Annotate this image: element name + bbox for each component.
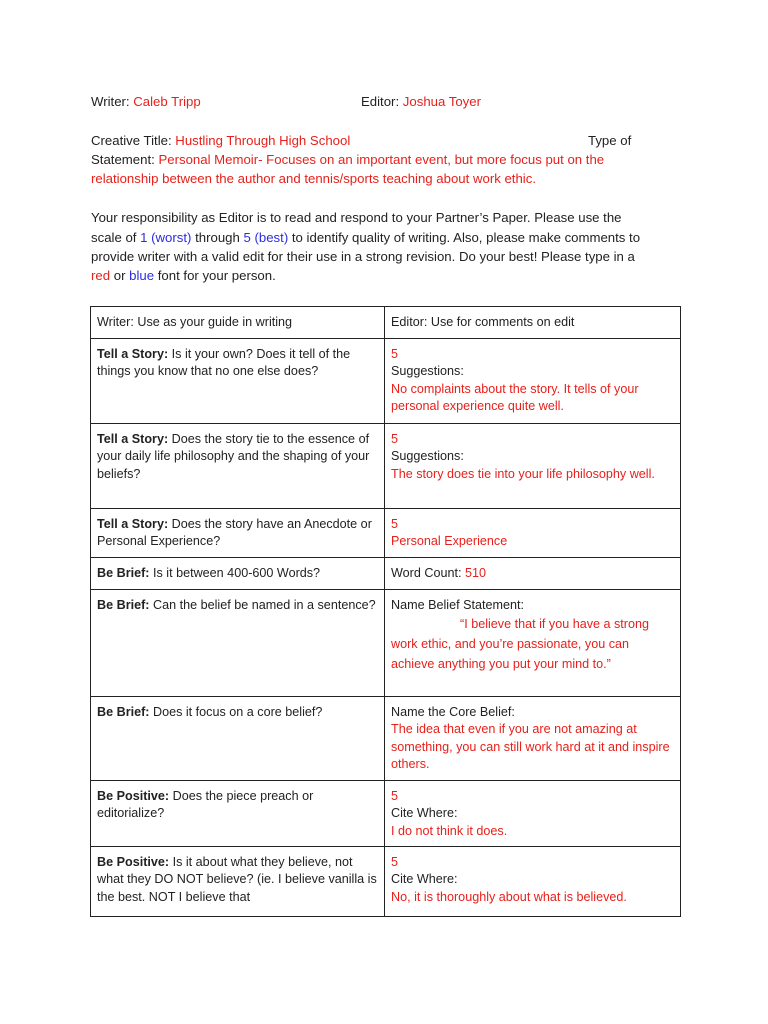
instructions-line-3: provide writer with a valid edit for their use in a strong revision. Do your best! Please type in a (91, 249, 635, 264)
comment-cell (385, 781, 681, 847)
instructions-line-1: Your responsibility as Editor is to read and respond to your Partner’s Paper. Please use the (91, 210, 622, 225)
criterion-cell (91, 781, 385, 847)
core-belief: The idea that even if you are not amazing at something, you can still work hard at it and inspire others. (391, 722, 670, 772)
comment-prompt: Cite Where: (391, 806, 458, 821)
comment-cell (385, 339, 681, 424)
comment-cell (385, 509, 681, 558)
comment-prompt: Suggestions: (391, 449, 464, 464)
score: 5 (391, 789, 399, 803)
editor-column-header: Editor: Use for comments on edit (385, 307, 681, 339)
instructions-text: through (195, 230, 240, 245)
comment-prompt: Name Belief Statement: (391, 598, 524, 612)
instructions-text: scale of (91, 230, 137, 245)
criterion-question: Can the belief be named in a sentence? (149, 598, 376, 612)
instructions-text: to identify quality of writing. Also, please make comments to (291, 230, 641, 245)
criterion-question: Does the story have an Anecdote or Personal Experience? (97, 517, 372, 549)
criterion-cell (91, 847, 385, 917)
blue-word: blue (129, 268, 155, 283)
statement-line-1 (91, 150, 604, 169)
editor-line (361, 92, 481, 111)
table-row (91, 781, 681, 847)
table-row (91, 509, 681, 558)
criterion-cell (91, 697, 385, 781)
criterion-question: Is it your own? Does it tell of the things you know that no one else does? (97, 347, 351, 379)
comment-prompt: Suggestions: (391, 364, 464, 379)
score: 5 (391, 855, 399, 869)
criterion-label: Be Positive: (97, 789, 170, 803)
type-label-part1: Type of (588, 133, 632, 148)
comment-prompt: Cite Where: (391, 872, 458, 887)
score: 5 (391, 347, 399, 361)
table-row (91, 339, 681, 424)
instructions-line-4 (91, 266, 276, 285)
table-row (91, 590, 681, 697)
criterion-label: Tell a Story: (97, 347, 169, 361)
comment-answer: The story does tie into your life philosophy well. (391, 466, 655, 481)
table-row (91, 697, 681, 781)
instructions-text: or (113, 268, 126, 283)
table-row (91, 558, 681, 590)
title-label: Creative Title: (91, 133, 172, 148)
instructions-text: font for your person. (157, 268, 276, 283)
scale-best: 5 (best) (243, 230, 289, 245)
table-row (91, 847, 681, 917)
red-word: red (91, 268, 111, 283)
comment-cell (385, 697, 681, 781)
writer-name: Caleb Tripp (133, 94, 201, 109)
criterion-question: Does it focus on a core belief? (149, 705, 323, 719)
type-value-2: relationship between the author and tennis/sports teaching about work ethic. (91, 171, 536, 186)
comment-answer: No complaints about the story. It tells of your personal experience quite well. (391, 381, 639, 414)
rubric-table (90, 306, 681, 917)
instructions-line-2 (91, 228, 640, 247)
criterion-label: Be Brief: (97, 705, 150, 719)
score: 5 (391, 432, 399, 446)
criterion-question: Is it about what they believe, not what they DO NOT believe? (ie. I believe vanilla is the best. NOT I believe that (97, 855, 377, 904)
table-header-row (91, 307, 681, 339)
writer-column-header: Writer: Use as your guide in writing (91, 307, 385, 339)
writer-line (91, 92, 201, 111)
word-count-value: 510 (464, 566, 486, 580)
type-label-part2: Statement: (91, 152, 155, 167)
criterion-question: Does the piece preach or editorialize? (97, 789, 314, 821)
criterion-cell (91, 590, 385, 697)
editor-label: Editor: (361, 94, 400, 109)
comment-prompt: Name the Core Belief: (391, 705, 515, 719)
title-line (91, 131, 350, 150)
criterion-label: Be Brief: (97, 598, 150, 612)
criterion-label: Tell a Story: (97, 517, 169, 531)
table-row (91, 424, 681, 509)
editor-name: Joshua Toyer (402, 94, 481, 109)
belief-statement: “I believe that if you have a strong work ethic, and you’re passionate, you can achieve anything you put your mind to.” (391, 617, 650, 672)
criterion-question: Is it between 400-600 Words? (149, 566, 321, 580)
criterion-label: Be Brief: (97, 566, 150, 580)
comment-cell (385, 590, 681, 697)
criterion-cell (91, 509, 385, 558)
criterion-label: Tell a Story: (97, 432, 169, 446)
comment-cell (385, 847, 681, 917)
criterion-cell (91, 424, 385, 509)
comment-answer: Personal Experience (391, 534, 508, 549)
comment-cell (385, 558, 681, 590)
criterion-cell (91, 339, 385, 424)
type-value-1: Personal Memoir- Focuses on an important event, but more focus put on the (158, 152, 605, 167)
comment-answer: I do not think it does. (391, 823, 508, 838)
scale-worst: 1 (worst) (140, 230, 192, 245)
criterion-cell (91, 558, 385, 590)
comment-prompt: Word Count: (391, 566, 462, 580)
comment-cell (385, 424, 681, 509)
criterion-label: Be Positive: (97, 855, 170, 869)
writer-label: Writer: (91, 94, 130, 109)
criterion-question: Does the story tie to the essence of your daily life philosophy and the shaping of your beliefs? (97, 432, 370, 481)
title-value: Hustling Through High School (175, 133, 351, 148)
comment-answer: No, it is thoroughly about what is believed. (391, 889, 627, 904)
score: 5 (391, 517, 399, 531)
